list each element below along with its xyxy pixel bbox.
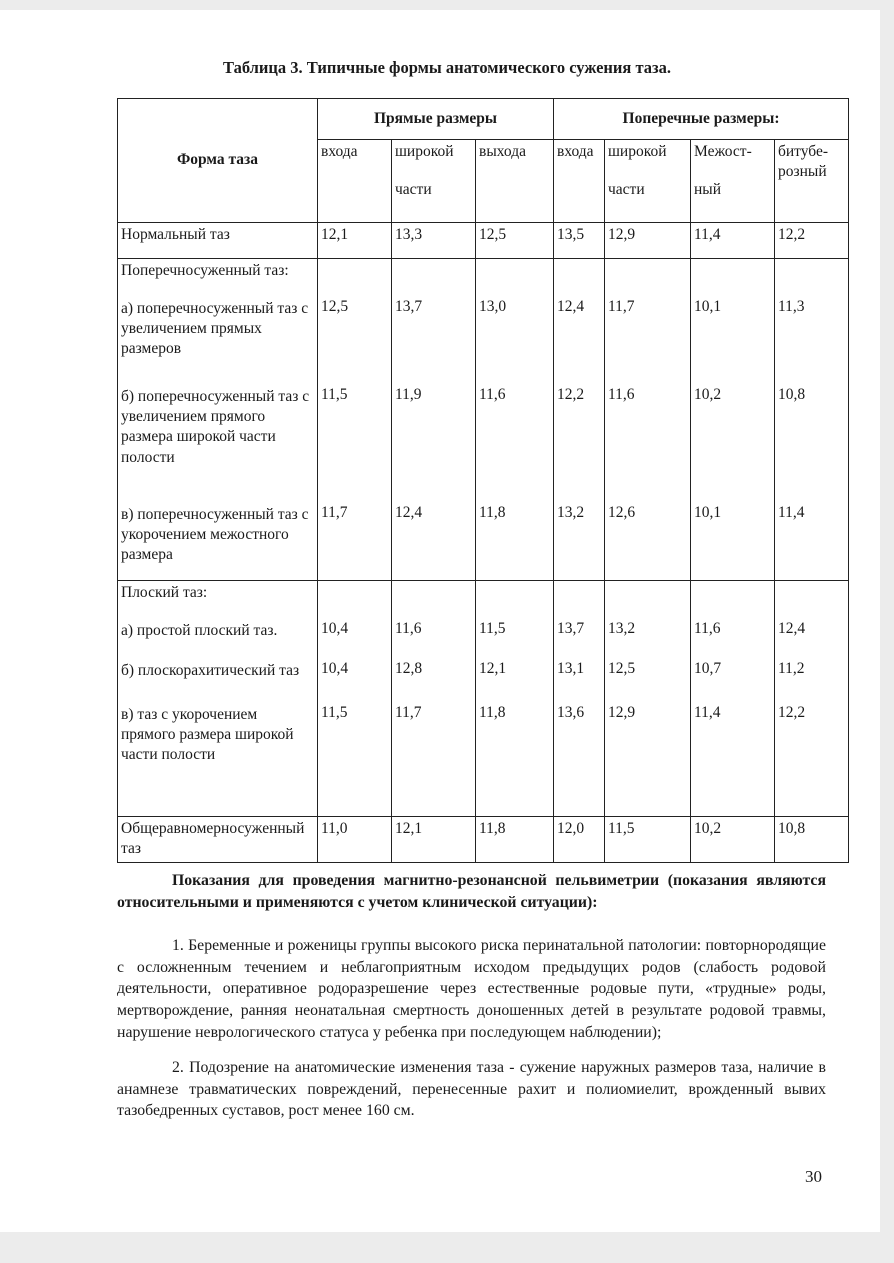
table-cell <box>554 259 605 581</box>
table-cell <box>476 581 554 817</box>
row-label: в) таз с укорочением прямого размера широкой части полости <box>121 706 294 764</box>
page-number: 30 <box>805 1167 822 1186</box>
table-cell: 13,5 <box>554 223 605 259</box>
value: 10,4 <box>321 660 349 677</box>
col-label-line: широкой <box>395 143 454 160</box>
table-cell <box>318 581 392 817</box>
group-label-cell <box>118 259 318 581</box>
table-cell <box>476 259 554 581</box>
value: 11,8 <box>479 704 506 721</box>
table-cell <box>318 259 392 581</box>
row-label: б) поперечносуженный таз с увеличением прямого размера широкой части полости <box>121 388 310 466</box>
table-cell <box>605 259 691 581</box>
col-label-line: части <box>395 181 432 199</box>
table-cell <box>691 581 775 817</box>
table-cell <box>605 581 691 817</box>
row-label: а) простой плоский таз. <box>121 622 278 640</box>
value: 12,2 <box>778 704 806 721</box>
value: 13,2 <box>557 504 585 521</box>
row-label: Общеравномерносуженный таз <box>118 817 318 863</box>
value: 11,3 <box>778 298 805 315</box>
value: 13,2 <box>608 620 636 637</box>
table-cell: 12,2 <box>775 223 849 259</box>
value: 12,4 <box>395 504 423 521</box>
table-cell <box>775 581 849 817</box>
value: 11,7 <box>321 504 348 521</box>
table-cell <box>392 581 476 817</box>
value: 11,6 <box>694 620 721 637</box>
indication-item-1: 1. Беременные и роженицы группы высокого риска перинатальной патологии: повторнородящие с осложненным течением и неблагоприятным исходом предыдущих родов (слабость родовой деятельности, оперативное родоразрешение через естественные родовые пути, «трудные» роды, мертворождение, ранняя неонатальная смертность доношенных детей в результате родовой травмы, нарушение неврологического статуса у ребенка при последующем наблюдении); <box>117 937 826 1041</box>
table-cell: 13,3 <box>392 223 476 259</box>
value: 12,1 <box>479 660 507 677</box>
value: 10,8 <box>778 386 806 403</box>
transverse-dimensions-header: Поперечные размеры: <box>554 99 849 140</box>
col-label-line: широкой <box>608 143 667 160</box>
row-label: б) плоскорахитический таз <box>121 662 300 680</box>
col-label-line: ный <box>694 181 722 199</box>
value: 11,9 <box>395 386 422 403</box>
row-label: Нормальный таз <box>118 223 318 259</box>
table-row-general <box>118 817 849 863</box>
value: 12,4 <box>778 620 806 637</box>
value: 12,9 <box>608 704 636 721</box>
value: 10,7 <box>694 660 722 677</box>
col-interspinous <box>691 140 775 223</box>
col-wide-part-direct <box>392 140 476 223</box>
table-row-normal <box>118 223 849 259</box>
group-header: Плоский таз: <box>121 584 208 601</box>
table-cell <box>392 259 476 581</box>
value: 11,7 <box>608 298 635 315</box>
direct-dimensions-header: Прямые размеры <box>318 99 554 140</box>
table-cell <box>554 581 605 817</box>
table-cell: 10,8 <box>775 817 849 863</box>
col-entrance-transverse: входа <box>554 140 605 223</box>
table-group-transverse-narrow <box>118 259 849 581</box>
indications-heading: Показания для проведения магнитно-резонансной пельвиметрии (показания являются относительными и применяются с учетом клинической ситуации): <box>117 872 826 911</box>
value: 12,5 <box>608 660 636 677</box>
value: 10,4 <box>321 620 349 637</box>
value: 10,1 <box>694 298 722 315</box>
row-label: в) поперечносуженный таз с укорочением межостного размера <box>121 506 309 564</box>
col-entrance-direct: входа <box>318 140 392 223</box>
value: 10,2 <box>694 386 722 403</box>
table-cell: 11,5 <box>605 817 691 863</box>
value: 11,5 <box>479 620 506 637</box>
value: 13,6 <box>557 704 585 721</box>
table-cell: 10,2 <box>691 817 775 863</box>
table-cell <box>691 259 775 581</box>
value: 11,5 <box>321 386 348 403</box>
table-cell: 11,8 <box>476 817 554 863</box>
group-label-cell <box>118 581 318 817</box>
col-bituberous: битубе-розный <box>775 140 849 223</box>
value: 13,7 <box>557 620 585 637</box>
col-label-line: Межост- <box>694 143 752 160</box>
pelvis-dimensions-table <box>117 98 849 863</box>
value: 12,6 <box>608 504 636 521</box>
value: 11,6 <box>395 620 422 637</box>
table-cell <box>775 259 849 581</box>
col-label-line: части <box>608 181 645 199</box>
table-cell: 12,5 <box>476 223 554 259</box>
value: 12,5 <box>321 298 349 315</box>
table-cell: 12,1 <box>392 817 476 863</box>
indication-item-2: 2. Подозрение на анатомические изменения таза - сужение наружных размеров таза, наличие в анамнезе травматических повреждений, перенесенные рахит и полиомиелит, врожденный вывих тазобедренных суставов, рост менее 160 см. <box>117 1059 826 1120</box>
value: 11,6 <box>608 386 635 403</box>
value: 13,0 <box>479 298 507 315</box>
value: 11,2 <box>778 660 805 677</box>
col-exit-direct: выхода <box>476 140 554 223</box>
table-header-row <box>118 99 849 140</box>
table-cell: 12,1 <box>318 223 392 259</box>
value: 11,4 <box>694 704 721 721</box>
value: 10,1 <box>694 504 722 521</box>
table-cell: 11,0 <box>318 817 392 863</box>
value: 11,4 <box>778 504 805 521</box>
value: 12,2 <box>557 386 585 403</box>
value: 13,7 <box>395 298 423 315</box>
forma-header: Форма таза <box>118 99 318 223</box>
table-cell: 11,4 <box>691 223 775 259</box>
value: 12,4 <box>557 298 585 315</box>
value: 12,8 <box>395 660 423 677</box>
value: 11,6 <box>479 386 506 403</box>
table-cell: 12,0 <box>554 817 605 863</box>
table-cell: 12,9 <box>605 223 691 259</box>
value: 11,7 <box>395 704 422 721</box>
table-title: Таблица 3. Типичные формы анатомического сужения таза. <box>222 58 672 77</box>
value: 11,5 <box>321 704 348 721</box>
group-header: Поперечносуженный таз: <box>121 262 289 279</box>
value: 13,1 <box>557 660 585 677</box>
table-group-flat <box>118 581 849 817</box>
value: 11,8 <box>479 504 506 521</box>
row-label: а) поперечносуженный таз с увеличением прямых размеров <box>121 300 309 358</box>
col-wide-part-transverse <box>605 140 691 223</box>
